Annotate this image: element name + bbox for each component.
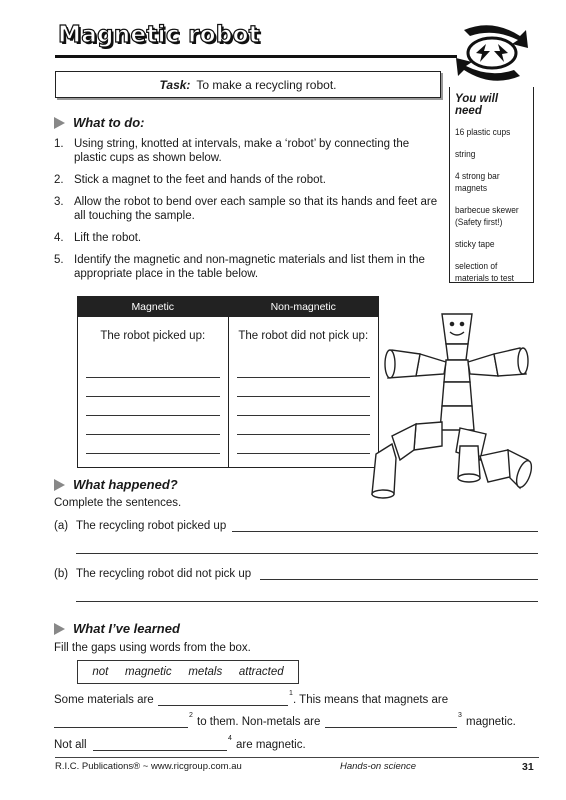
task-box (55, 71, 441, 98)
sentence-text: The recycling robot did not pick up (76, 568, 252, 580)
sentence-text: magnetic. (466, 716, 516, 728)
instruction-text: Complete the sentences. (54, 497, 182, 509)
what-to-do-heading: What to do: (54, 115, 144, 130)
answer-line[interactable] (76, 601, 538, 602)
task-label: Task: (159, 77, 191, 92)
answer-line[interactable] (260, 579, 538, 580)
page-number: 31 (522, 761, 534, 773)
gap-line[interactable] (325, 727, 457, 728)
gap-number: 3 (458, 712, 462, 719)
what-learned-heading: What I’ve learned (54, 621, 180, 636)
gap-line[interactable] (93, 750, 227, 751)
material-item: selection of materials to test (455, 261, 515, 284)
publisher-text: R.I.C. Publications® ~ www.ricgroup.com.au (55, 761, 242, 772)
gap-number: 1 (289, 690, 293, 697)
non-magnetic-column (228, 297, 379, 467)
sentence-text: Some materials are (54, 694, 154, 706)
sentence-text: . This means that magnets are (293, 694, 449, 706)
column-subheading: The robot picked up: (100, 330, 206, 342)
writing-lines[interactable] (237, 359, 371, 454)
item-label: (a) (54, 520, 69, 532)
material-item: sticky tape (455, 239, 495, 250)
arrow-icon (54, 117, 65, 129)
list-item: 2. Stick a magnet to the feet and hands of the robot. (54, 174, 326, 186)
robot-illustration (370, 310, 550, 510)
sentence-text: are magnetic. (236, 739, 306, 751)
gap-line[interactable] (158, 705, 288, 706)
word-option: attracted (238, 666, 284, 678)
materials-box (449, 87, 534, 283)
column-header: Magnetic (78, 297, 228, 317)
sentence-text: to them. Non-metals are (197, 716, 321, 728)
task-text: To make a recycling robot. (196, 77, 337, 92)
material-item: 16 plastic cups (455, 127, 511, 138)
magnetic-column (78, 297, 228, 467)
page-title: Magnetic robot (58, 22, 260, 48)
answer-line[interactable] (232, 531, 538, 532)
material-item: string (455, 149, 476, 160)
answer-line[interactable] (76, 553, 538, 554)
materials-title: You will need (455, 93, 499, 117)
sentence-text: The recycling robot picked up (76, 520, 227, 532)
column-subheading: The robot did not pick up: (238, 330, 369, 342)
series-title: Hands-on science (340, 761, 417, 772)
gap-number: 4 (228, 735, 232, 742)
word-option: not (92, 666, 109, 678)
title-rule (55, 55, 457, 58)
writing-lines[interactable] (86, 359, 220, 454)
word-option: magnetic (125, 666, 172, 678)
what-happened-heading: What happened? (54, 477, 178, 492)
material-item: barbecue skewer (Safety first!) (455, 205, 519, 228)
gap-number: 2 (189, 712, 193, 719)
sentence-text: Not all (54, 739, 87, 751)
material-item: 4 strong bar magnets (455, 171, 500, 194)
instruction-text: Fill the gaps using words from the box. (54, 642, 251, 654)
steps-list (54, 137, 439, 289)
word-box (77, 660, 299, 684)
word-option: metals (188, 666, 223, 678)
list-item: 1. Using string, knotted at intervals, make a ‘robot’ by connecting the plastic cups as shown below. (54, 138, 410, 164)
science-logo-icon (452, 22, 532, 84)
item-label: (b) (54, 568, 69, 580)
results-table (77, 296, 379, 468)
list-item: 4. Lift the robot. (54, 232, 142, 244)
arrow-icon (54, 479, 65, 491)
footer-rule (55, 757, 539, 758)
list-item: 3. Allow the robot to bend over each sample so that its hands and feet are all touching the sample. (54, 196, 438, 222)
arrow-icon (54, 623, 65, 635)
gap-line[interactable] (54, 727, 188, 728)
list-item: 5. Identify the magnetic and non-magnetic materials and list them in the appropriate place in the table below. (54, 254, 425, 280)
column-header: Non-magnetic (229, 297, 379, 317)
